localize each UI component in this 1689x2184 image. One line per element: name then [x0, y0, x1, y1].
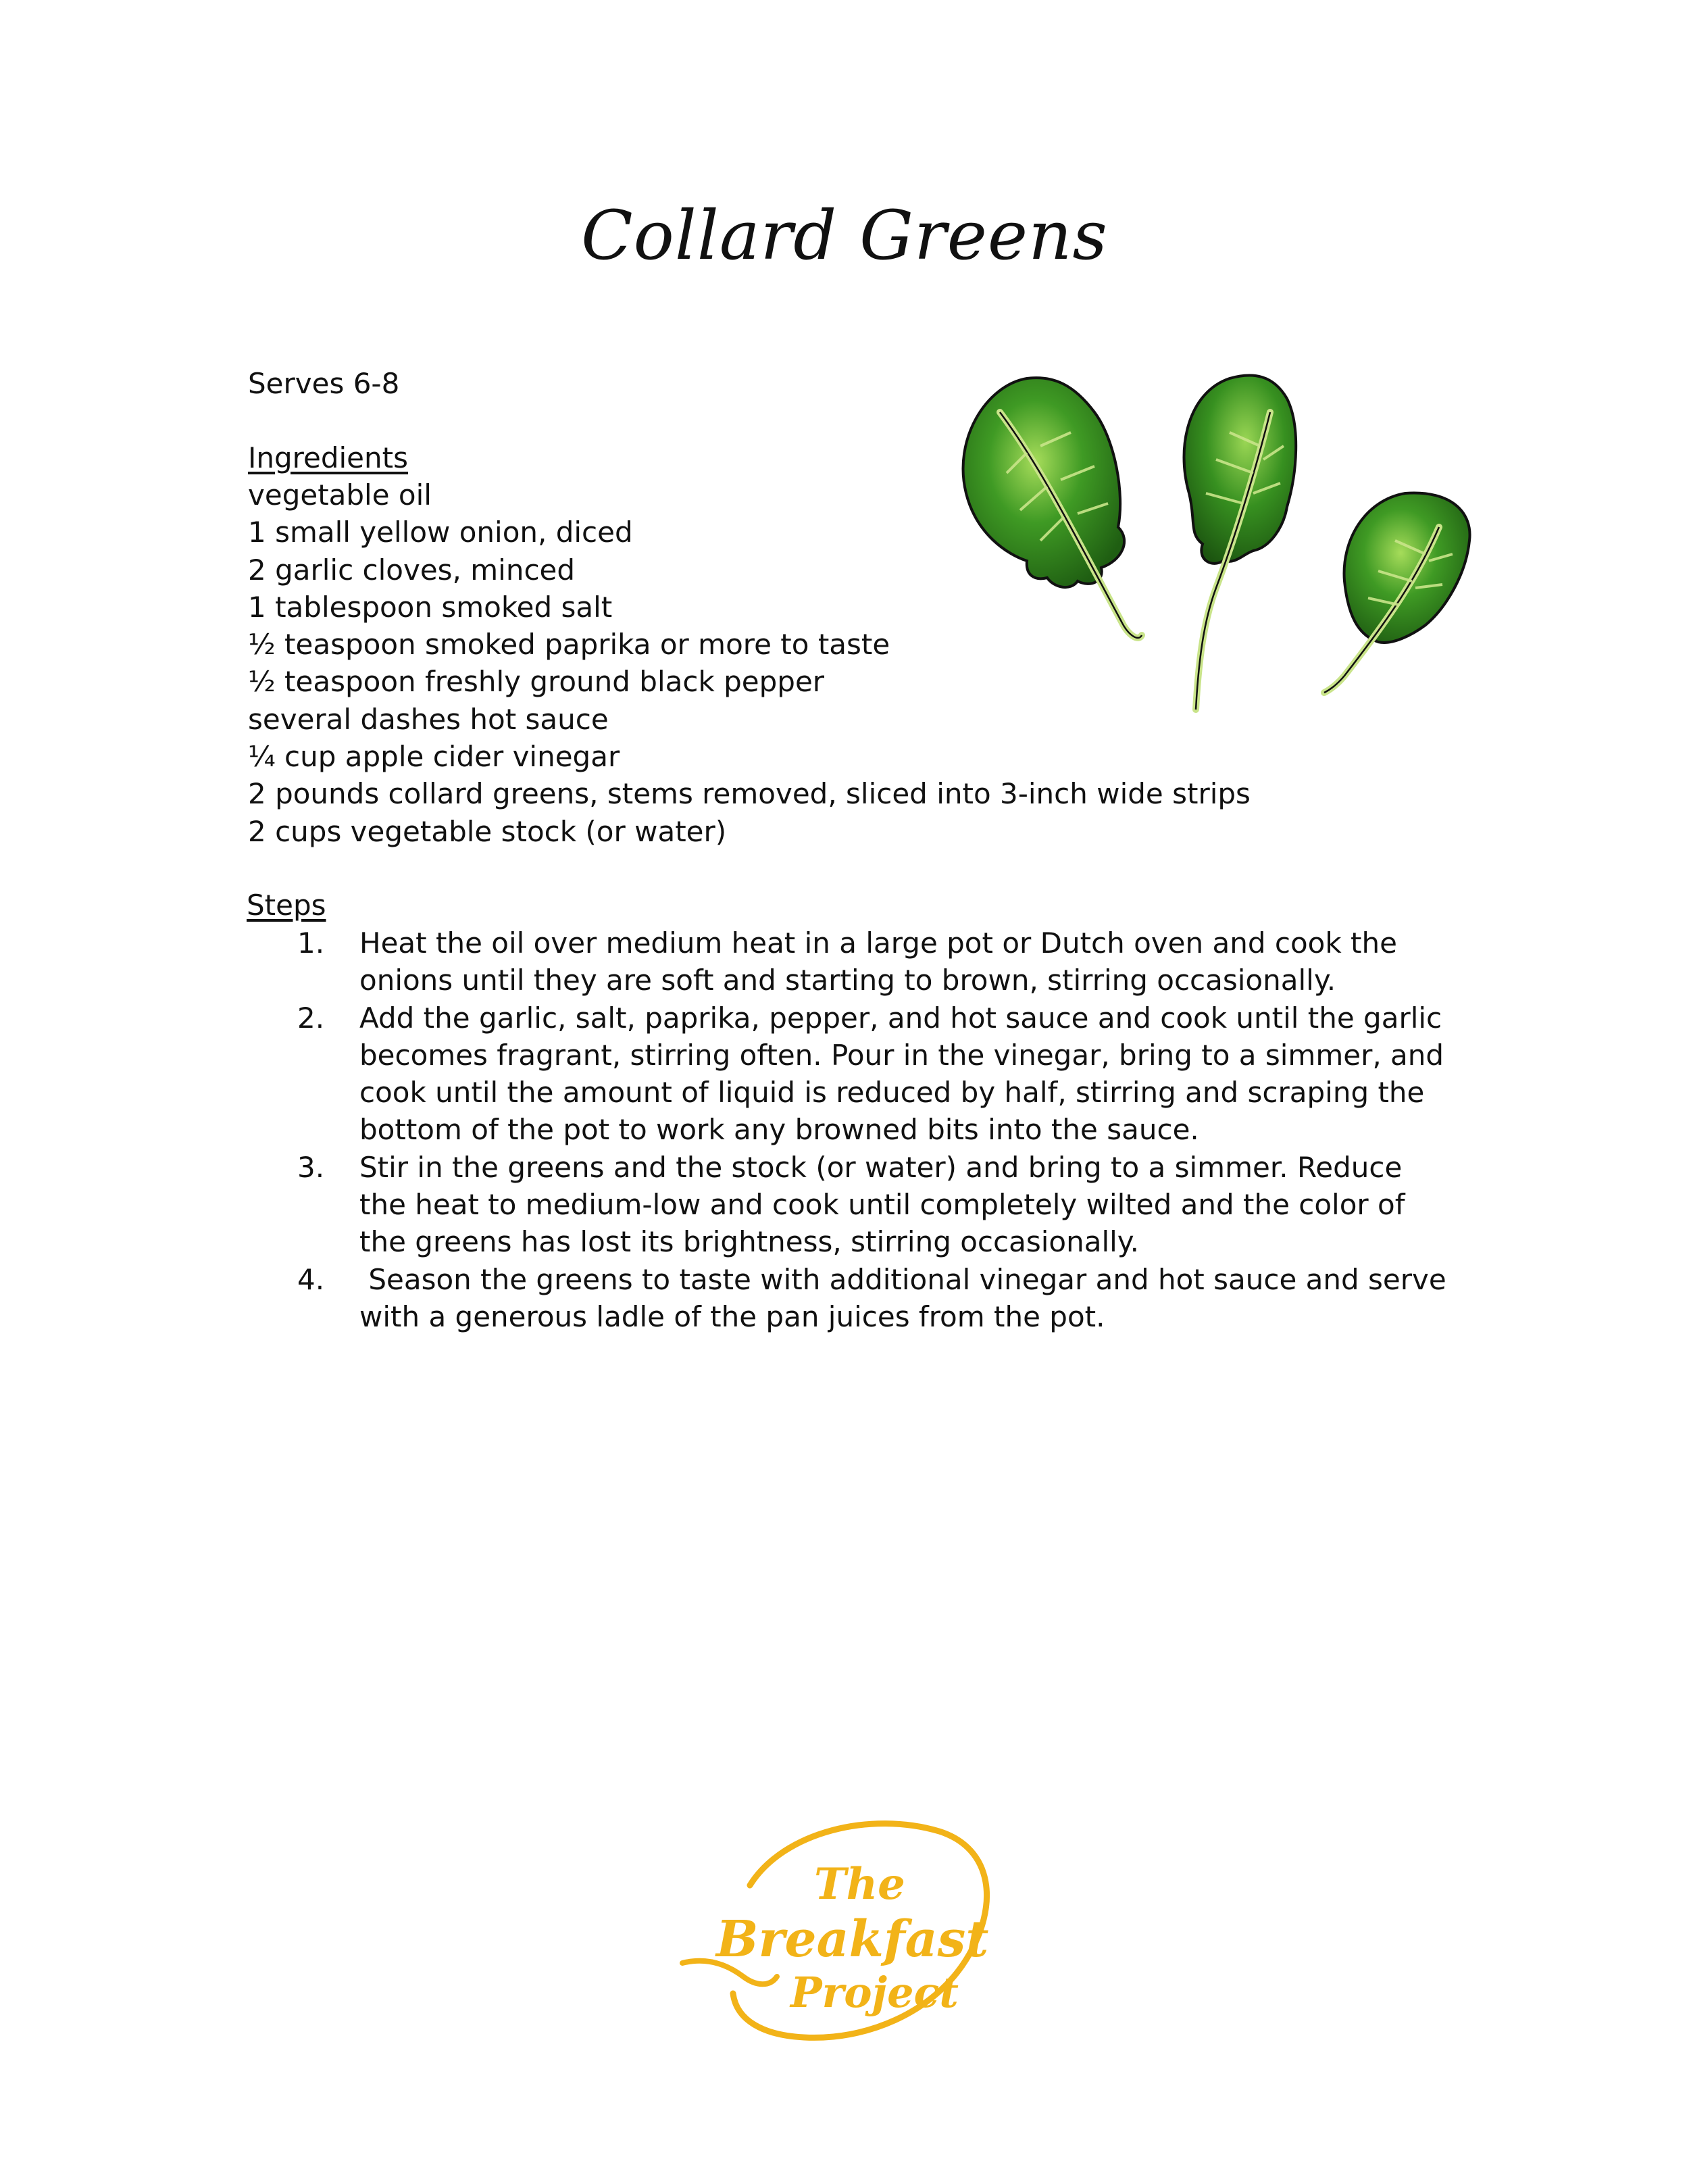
ingredient-item: several dashes hot sauce: [248, 702, 609, 736]
ingredient-item: ½ teaspoon freshly ground black pepper: [248, 665, 825, 699]
step-text: Heat the oil over medium heat in a large pot or Dutch oven and cook the onions until they are soft and starting to brown, stirring occasionally.: [359, 926, 1397, 997]
step-item: [291, 1261, 1456, 1336]
step-number: 1.: [297, 926, 325, 960]
ingredient-item: ½ teaspoon smoked paprika or more to taste: [248, 628, 890, 662]
step-text: Add the garlic, salt, paprika, pepper, and hot sauce and cook until the garlic becomes fragrant, stirring often. Pour in the vinegar, bring to a simmer, and cook until the amount of liquid is reduced by half, stirring and scraping the bottom of the pot to work any browned bits into the sauce.: [359, 1001, 1444, 1147]
ingredient-item: 1 small yellow onion, diced: [248, 516, 633, 549]
step-text: Season the greens to taste with additional vinegar and hot sauce and serve with a generous ladle of the pan juices from the pot.: [359, 1262, 1456, 1333]
step-item: [291, 924, 1453, 999]
ingredient-item: 2 cups vegetable stock (or water): [248, 814, 727, 848]
step-item: [291, 1149, 1453, 1261]
ingredient-item: 2 pounds collard greens, stems removed, sliced into 3-inch wide strips: [248, 777, 1251, 811]
step-number: 3.: [297, 1150, 325, 1184]
steps-heading: Steps: [247, 889, 326, 922]
step-text: Stir in the greens and the stock (or water) and bring to a simmer. Reduce the heat to medium-low and cook until completely wilted and the color of the greens has lost its brightness, stirring occasionally.: [359, 1150, 1405, 1259]
serves-text: Serves 6-8: [248, 367, 400, 400]
ingredient-item: vegetable oil: [248, 478, 432, 512]
steps-list: [291, 924, 1456, 1335]
ingredient-list: [248, 476, 1464, 850]
logo-text-the: The: [814, 1859, 905, 1910]
logo-text-breakfast: Breakfast: [716, 1910, 989, 1968]
breakfast-project-logo: [669, 1804, 1020, 2061]
ingredient-item: ¼ cup apple cider vinegar: [248, 740, 620, 774]
step-number: 4.: [297, 1262, 325, 1296]
ingredients-heading: Ingredients: [248, 441, 408, 474]
step-number: 2.: [297, 1001, 325, 1035]
ingredient-item: 1 tablespoon smoked salt: [248, 590, 613, 624]
ingredient-item: 2 garlic cloves, minced: [248, 553, 576, 587]
step-item: [291, 999, 1453, 1149]
recipe-title: Collard Greens: [581, 196, 1108, 275]
logo-text-project: Project: [790, 1968, 959, 2017]
